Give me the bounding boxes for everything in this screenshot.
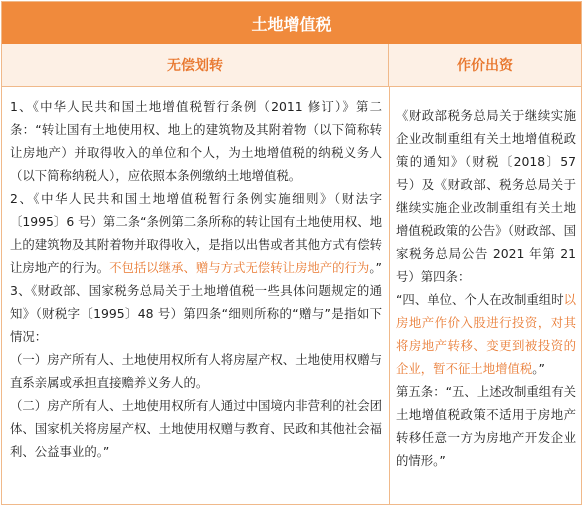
column-header-capital-contribution: 作价出资 [389, 44, 581, 87]
regulation-item-2-highlight: 不包括以继承、赠与方式无偿转让房地产的行为 [109, 260, 370, 275]
policy-comparison-table [1, 1, 582, 505]
regulation-item-2-text: 2、《中华人民共和国土地增值税暂行条例实施细则》（财法字〔1995〕6 号）第二条“条例第二条所称的转让国有土地使用权、地上的建筑物及其附着物并取得收入，是指以出售或者其他方式有偿转让房地产的行为。 [10, 191, 382, 275]
regulation-item-1: 1、《中华人民共和国土地增值税暂行条例（2011 修订）》第二条：“转让国有土地使用权、地上的建筑物及其附着物（以下简称转让房地产）并取得收入的单位和个人，为土地增值税的纳税义务人（以下简称纳税人），应依照本条例缴纳土地增值税。 [10, 99, 382, 183]
regulation-item-3-clause-2: （二）房产所有人、土地使用权所有人通过中国境内非营利的社会团体、国家机关将房屋产权、土地使用权赠与教育、民政和其他社会福利、公益事业的。” [10, 398, 382, 459]
policy-article-4-highlight: 以房地产作价入股进行投资，对其将房地产转移、变更到被投资的企业，暂不征土地增值税 [396, 292, 576, 376]
regulation-item-2 [10, 187, 382, 279]
policy-intro: 《财政部税务总局关于继续实施企业改制重组有关土地增值税政策的通知》（财税〔2018〕57 号）及《财政部、税务总局关于继续实施企业改制重组有关土地增值税政策的公告》（财政部、国家税务总局公告 2021 年第 21 号）第四条： [396, 108, 576, 284]
regulation-item-2-end: 。” [369, 260, 382, 275]
policy-article-4 [396, 288, 576, 380]
capital-contribution-cell [396, 104, 576, 472]
policy-article-4-text: “四、单位、个人在改制重组时 [396, 292, 564, 307]
free-transfer-cell [10, 95, 382, 463]
column-header-free-transfer: 无偿划转 [2, 44, 389, 87]
column-divider [389, 87, 390, 504]
policy-article-4-end: 。” [532, 361, 545, 376]
regulation-item-3: 3、《财政部、国家税务总局关于土地增值税一些具体问题规定的通知》（财税字〔1995〕48 号）第四条“细则所称的“赠与”是指如下情况： [10, 283, 382, 344]
regulation-item-3-clause-1: （一）房产所有人、土地使用权所有人将房屋产权、土地使用权赠与直系亲属或承担直接赡养义务人的。 [10, 352, 382, 390]
table-title: 土地增值税 [2, 2, 581, 44]
policy-article-5: 第五条：“五、上述改制重组有关土地增值税政策不适用于房地产转移任意一方为房地产开发企业的情形。” [396, 384, 576, 468]
